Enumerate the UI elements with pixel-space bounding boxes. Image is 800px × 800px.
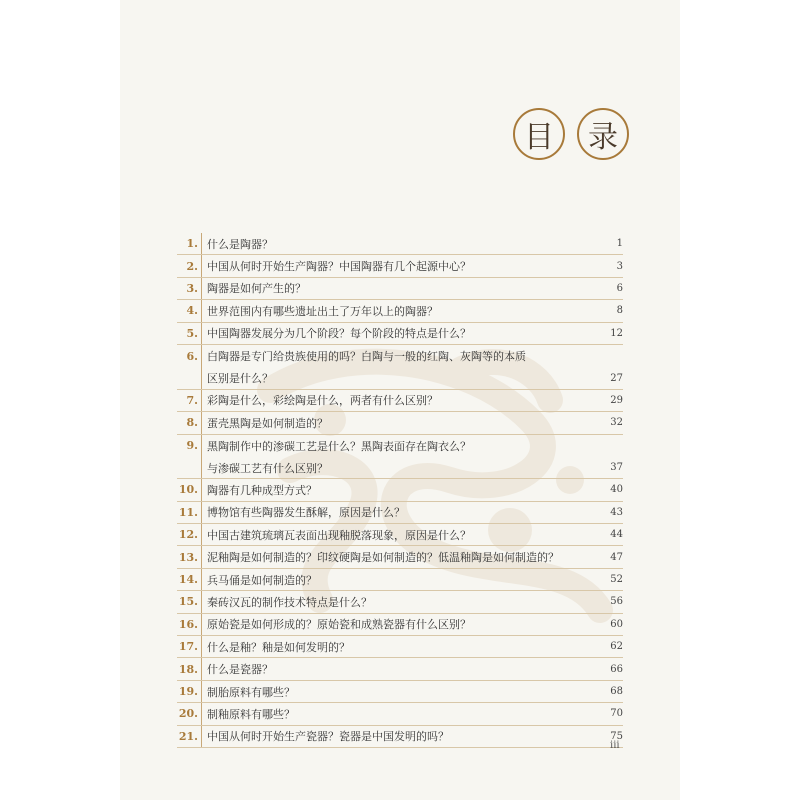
toc-entry-title: 中国陶器发展分为几个阶段？每个阶段的特点是什么？: [207, 327, 471, 341]
toc-entry-page: 68: [610, 686, 623, 697]
toc-entry-page: 32: [610, 417, 623, 429]
toc-entry[interactable]: [177, 233, 623, 255]
toc-entry-number: 15.: [177, 591, 202, 612]
toc-entry-title: 什么是釉？釉是如何发明的？: [207, 640, 350, 654]
toc-entry-page: 70: [610, 708, 623, 720]
toc-entry-number: 16.: [177, 614, 202, 635]
toc-entry-title: 什么是瓷器？: [207, 663, 273, 677]
toc-entry-page: 27: [610, 372, 623, 384]
toc-entry[interactable]: [177, 524, 623, 546]
toc-entry-page: 37: [610, 462, 623, 474]
toc-title: [513, 108, 629, 160]
toc-list: [177, 233, 623, 748]
toc-entry[interactable]: [177, 457, 623, 479]
toc-entry-title: 彩陶是什么，彩绘陶是什么，两者有什么区别？: [207, 394, 438, 408]
toc-entry-number: 8.: [177, 412, 202, 433]
toc-entry[interactable]: [177, 390, 623, 412]
toc-entry-number: 9.: [177, 435, 202, 457]
toc-entry-page: 1: [616, 238, 623, 250]
toc-entry-number: 2.: [177, 255, 202, 276]
toc-entry-number: 4.: [177, 300, 202, 321]
toc-entry-title: 泥釉陶是如何制造的？印纹硬陶是如何制造的？低温釉陶是如何制造的？: [207, 551, 559, 565]
toc-entry[interactable]: [177, 636, 623, 658]
toc-entry-number: 17.: [177, 636, 202, 657]
toc-entry-number: 18.: [177, 658, 202, 679]
toc-entry-number: 13.: [177, 546, 202, 567]
toc-entry-number: 11.: [177, 502, 202, 523]
toc-entry-number: 1.: [177, 233, 202, 254]
toc-entry[interactable]: [177, 323, 623, 345]
toc-entry-title: 陶器有几种成型方式？: [207, 483, 317, 497]
toc-entry[interactable]: [177, 658, 623, 680]
toc-entry-title: 中国从何时开始生产瓷器？瓷器是中国发明的吗？: [207, 730, 449, 744]
toc-entry[interactable]: [177, 479, 623, 501]
page-number: iii: [610, 740, 620, 751]
toc-entry-number: 7.: [177, 390, 202, 411]
toc-entry[interactable]: [177, 681, 623, 703]
toc-entry-page: 12: [610, 327, 623, 339]
toc-entry-page: 6: [616, 282, 623, 294]
toc-entry-page: 40: [610, 484, 623, 496]
toc-entry[interactable]: [177, 569, 623, 591]
toc-entry[interactable]: [177, 278, 623, 300]
toc-entry-title: 什么是陶器？: [207, 237, 273, 251]
toc-entry[interactable]: [177, 703, 623, 725]
toc-entry-page: 56: [610, 596, 623, 608]
toc-entry-title: 中国从何时开始生产陶器？中国陶器有几个起源中心？: [207, 260, 471, 274]
toc-entry-title: 制胎原料有哪些？: [207, 685, 295, 699]
toc-entry[interactable]: [177, 614, 623, 636]
toc-entry-number: 10.: [177, 479, 202, 500]
toc-entry-number: 12.: [177, 524, 202, 545]
toc-entry-title: 制釉原料有哪些？: [207, 707, 295, 721]
toc-entry-number: 21.: [177, 726, 202, 747]
toc-entry-page: 8: [616, 305, 623, 317]
toc-entry[interactable]: [177, 412, 623, 434]
toc-entry[interactable]: [177, 726, 623, 748]
toc-entry-page: 60: [610, 618, 623, 630]
toc-entry-title: 与渗碳工艺有什么区别？: [207, 461, 328, 475]
toc-entry-number: 5.: [177, 323, 202, 344]
toc-entry-number: 20.: [177, 703, 202, 724]
toc-entry[interactable]: [177, 502, 623, 524]
toc-entry-title: 中国古建筑琉璃瓦表面出现釉脱落现象，原因是什么？: [207, 528, 471, 542]
toc-entry-title: 蛋壳黑陶是如何制造的？: [207, 416, 328, 430]
toc-entry-title: 原始瓷是如何形成的？原始瓷和成熟瓷器有什么区别？: [207, 618, 471, 632]
toc-entry-number: [177, 367, 202, 388]
toc-entry[interactable]: [177, 255, 623, 277]
toc-entry[interactable]: [177, 345, 623, 367]
toc-entry-title: 秦砖汉瓦的制作技术特点是什么？: [207, 595, 372, 609]
toc-entry[interactable]: [177, 367, 623, 389]
toc-entry-title: 陶器是如何产生的？: [207, 282, 306, 296]
toc-entry-page: 66: [610, 663, 623, 675]
toc-entry-number: [177, 457, 202, 478]
toc-entry-title: 兵马俑是如何制造的？: [207, 573, 317, 587]
toc-entry-number: 19.: [177, 681, 202, 702]
toc-entry-page: 47: [610, 551, 623, 563]
toc-entry-title: 白陶器是专门给贵族使用的吗？白陶与一般的红陶、灰陶等的本质: [207, 350, 526, 364]
toc-entry-page: 29: [610, 394, 623, 406]
toc-entry-number: 14.: [177, 569, 202, 590]
title-char: 录: [577, 108, 629, 160]
toc-entry-title: 区别是什么？: [207, 372, 273, 386]
toc-entry[interactable]: [177, 591, 623, 613]
toc-entry-page: 52: [610, 574, 623, 586]
toc-entry-page: 3: [616, 260, 623, 272]
toc-entry[interactable]: [177, 546, 623, 568]
toc-entry-page: 62: [610, 641, 623, 653]
toc-entry-page: 75: [610, 730, 623, 742]
toc-entry-number: 3.: [177, 278, 202, 299]
toc-entry-title: 世界范围内有哪些遗址出土了万年以上的陶器？: [207, 304, 438, 318]
toc-entry[interactable]: [177, 300, 623, 322]
toc-entry[interactable]: [177, 435, 623, 457]
toc-entry-title: 博物馆有些陶器发生酥解，原因是什么？: [207, 506, 405, 520]
toc-entry-title: 黑陶制作中的渗碳工艺是什么？黑陶表面存在陶衣么？: [207, 439, 471, 453]
toc-entry-page: 43: [610, 506, 623, 518]
toc-entry-page: 44: [610, 529, 623, 541]
title-char: 目: [513, 108, 565, 160]
toc-entry-number: 6.: [177, 345, 202, 367]
